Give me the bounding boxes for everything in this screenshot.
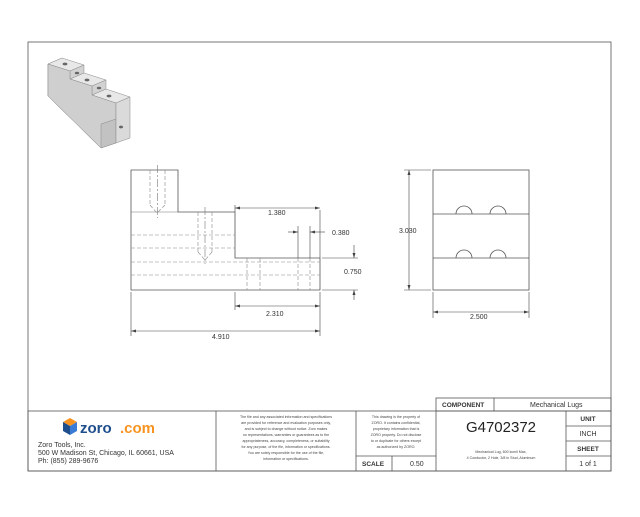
dim-3030: 3.030 <box>399 228 417 235</box>
unit-value: INCH <box>579 431 597 438</box>
disclaimer-line: The file and any associated information and specifications <box>239 415 333 419</box>
isometric-view <box>48 58 130 148</box>
part-description-line: 4 Conductor, 2 Hole, 3/8 in Stud, Aluminum <box>466 456 536 460</box>
disclaimer-line: and is subject to change without notice. Zoro makes <box>244 427 328 431</box>
property-line: ZORO property. Do not disclose <box>370 433 422 437</box>
disclaimer <box>240 415 332 461</box>
title-block <box>28 398 611 471</box>
dim-4910: 4.910 <box>212 334 230 341</box>
disclaimer-line: for any purpose, of the file, information or specifications. <box>241 445 331 449</box>
company-name: Zoro Tools, Inc. <box>38 442 86 449</box>
disclaimer-line: You are solely responsible for the use of the file, <box>247 451 325 455</box>
unit-label: UNIT <box>580 416 596 423</box>
property-line: to or duplicate for others except <box>370 439 422 443</box>
front-view-dimensions <box>131 205 362 341</box>
disclaimer-line: are provided for reference and evaluation purposes only, <box>241 421 331 425</box>
property-line: This drawing is the property of <box>371 415 421 419</box>
logo-text: zoro <box>80 420 112 437</box>
scale-value: 0.50 <box>410 461 424 468</box>
property-line: as authorized by ZORO. <box>376 445 416 449</box>
company-address: 500 W Madison St, Chicago, IL 60661, USA <box>38 450 174 457</box>
dim-2500: 2.500 <box>470 314 488 321</box>
side-view <box>433 170 529 290</box>
scale-label: SCALE <box>362 461 385 468</box>
company-phone: Ph: (855) 289-9676 <box>38 458 99 465</box>
dim-2310: 2.310 <box>266 311 284 318</box>
side-view-dimensions <box>399 170 529 321</box>
sheet-value: 1 of 1 <box>579 461 597 468</box>
disclaimer-line: appropriateness, accuracy, completeness, or suitability <box>242 439 330 443</box>
disclaimer-line: information or specifications. <box>263 457 309 461</box>
dim-1380: 1.380 <box>268 210 286 217</box>
front-view <box>131 165 320 290</box>
component-value: Mechanical Lugs <box>530 402 583 409</box>
logo-suffix: .com <box>120 420 156 437</box>
sheet-label: SHEET <box>577 446 599 453</box>
property-line: ZORO. It contains confidential, <box>371 421 421 425</box>
property-line: proprietary information that is <box>372 427 420 431</box>
component-label: COMPONENT <box>442 402 485 409</box>
part-number: G4702372 <box>465 419 537 436</box>
part-description-line: Mechanical Lug, 600 kcmil Max, <box>475 450 527 454</box>
disclaimer-line: no representations, warranties or guarantees as to the <box>242 433 330 437</box>
zoro-logo <box>63 418 155 437</box>
property-notice <box>371 415 422 449</box>
dim-0750: 0.750 <box>344 269 362 276</box>
dim-0380: 0.380 <box>332 230 350 237</box>
